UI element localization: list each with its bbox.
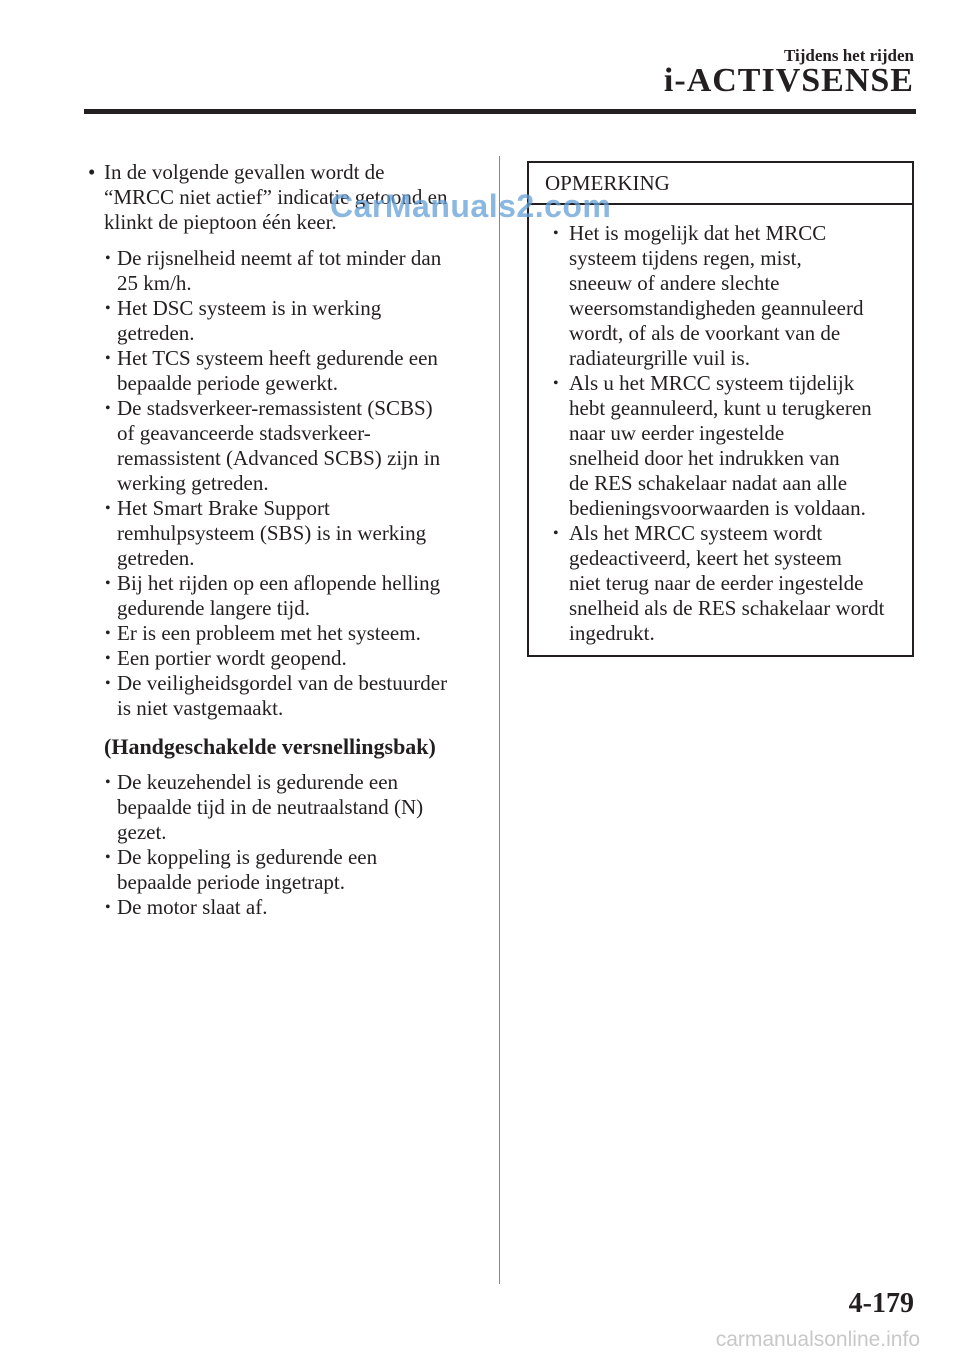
list-item bbox=[84, 496, 484, 571]
list-item-line: gedurende langere tijd. bbox=[117, 596, 310, 620]
note-item-line: wordt, of als de voorkant van de bbox=[569, 321, 841, 345]
note-item-line: ingedrukt. bbox=[569, 621, 655, 645]
note-body bbox=[529, 205, 912, 646]
note-item-line: bedieningsvoorwaarden is voldaan. bbox=[569, 496, 866, 520]
bullet-icon: • bbox=[105, 400, 111, 417]
list-item-line: gezet. bbox=[117, 820, 167, 844]
list-item-line: getreden. bbox=[117, 546, 195, 570]
bullet-icon: • bbox=[105, 650, 111, 667]
list-item bbox=[84, 845, 484, 895]
column-divider bbox=[499, 156, 500, 1284]
note-item-line: Als het MRCC systeem wordt bbox=[569, 521, 823, 545]
note-item bbox=[529, 221, 912, 371]
bullet-icon: • bbox=[88, 160, 96, 184]
bullet-icon: • bbox=[553, 525, 559, 542]
note-item-line: de RES schakelaar nadat aan alle bbox=[569, 471, 848, 495]
list-item-line: remhulpsysteem (SBS) is in werking bbox=[117, 521, 427, 545]
list-item-line: remassistent (Advanced SCBS) zijn in bbox=[117, 446, 441, 470]
list-item-line: Er is een probleem met het systeem. bbox=[117, 621, 421, 645]
condition-list bbox=[84, 246, 484, 721]
list-item-line: De koppeling is gedurende een bbox=[117, 845, 378, 869]
list-item-line: De motor slaat af. bbox=[117, 895, 268, 919]
list-item bbox=[84, 296, 484, 346]
list-item-line: Bij het rijden op een aflopende helling bbox=[117, 571, 441, 595]
list-item bbox=[84, 895, 484, 920]
list-item-line: Het TCS systeem heeft gedurende een bbox=[117, 346, 438, 370]
list-item-line: De veiligheidsgordel van de bestuurder bbox=[117, 671, 448, 695]
list-item-line: De rijsnelheid neemt af tot minder dan bbox=[117, 246, 442, 270]
bullet-icon: • bbox=[105, 774, 111, 791]
note-item-line: gedeactiveerd, keert het systeem bbox=[569, 546, 842, 570]
list-item-line: Het DSC systeem is in werking bbox=[117, 296, 382, 320]
list-item bbox=[84, 646, 484, 671]
bullet-icon: • bbox=[105, 849, 111, 866]
note-item-line: snelheid door het indrukken van bbox=[569, 446, 840, 470]
list-item bbox=[84, 246, 484, 296]
note-item-line: naar uw eerder ingestelde bbox=[569, 421, 785, 445]
list-item-line: bepaalde periode ingetrapt. bbox=[117, 870, 345, 894]
bullet-icon: • bbox=[105, 899, 111, 916]
bullet-icon: • bbox=[553, 375, 559, 392]
list-item-line: is niet vastgemaakt. bbox=[117, 696, 284, 720]
note-box bbox=[527, 161, 914, 657]
list-item-line: bepaalde periode gewerkt. bbox=[117, 371, 338, 395]
footer-watermark: carmanualsonline.info bbox=[715, 1328, 920, 1351]
list-item-line: getreden. bbox=[117, 321, 195, 345]
note-item-line: niet terug naar de eerder ingestelde bbox=[569, 571, 864, 595]
list-item-line: 25 km/h. bbox=[117, 271, 192, 295]
chapter-title: i-ACTIVSENSE bbox=[663, 62, 914, 99]
list-item-line: De stadsverkeer-remassistent (SCBS) bbox=[117, 396, 433, 420]
bullet-icon: • bbox=[105, 250, 111, 267]
note-title: OPMERKING bbox=[529, 163, 912, 205]
list-item bbox=[84, 571, 484, 621]
note-item-line: sneeuw of andere slechte bbox=[569, 271, 780, 295]
list-item bbox=[84, 396, 484, 496]
note-item bbox=[529, 521, 912, 646]
intro-line: klinkt de pieptoon één keer. bbox=[104, 210, 337, 234]
list-item-line: bepaalde tijd in de neutraalstand (N) bbox=[117, 795, 424, 819]
bullet-icon: • bbox=[105, 575, 111, 592]
page-number: 4-179 bbox=[848, 1288, 914, 1319]
bullet-icon: • bbox=[105, 675, 111, 692]
bullet-icon: • bbox=[105, 300, 111, 317]
note-item-line: hebt geannuleerd, kunt u terugkeren bbox=[569, 396, 872, 420]
bullet-icon: • bbox=[553, 225, 559, 242]
note-item-line: Het is mogelijk dat het MRCC bbox=[569, 221, 827, 245]
left-column bbox=[84, 160, 484, 920]
note-item-line: snelheid als de RES schakelaar wordt bbox=[569, 596, 885, 620]
list-item bbox=[84, 621, 484, 646]
bullet-icon: • bbox=[105, 350, 111, 367]
list-item bbox=[84, 770, 484, 845]
list-item-line: of geavanceerde stadsverkeer- bbox=[117, 421, 371, 445]
note-item-line: radiateurgrille vuil is. bbox=[569, 346, 750, 370]
list-item-line: De keuzehendel is gedurende een bbox=[117, 770, 399, 794]
list-item-line: Het Smart Brake Support bbox=[117, 496, 330, 520]
note-item-line: weersomstandigheden geannuleerd bbox=[569, 296, 864, 320]
manual-condition-list bbox=[84, 770, 484, 920]
list-item bbox=[84, 671, 484, 721]
list-item-line: Een portier wordt geopend. bbox=[117, 646, 347, 670]
header-rule bbox=[84, 109, 916, 114]
intro-line: In de volgende gevallen wordt de bbox=[104, 160, 385, 184]
bullet-icon: • bbox=[105, 500, 111, 517]
note-item-line: systeem tijdens regen, mist, bbox=[569, 246, 802, 270]
section-title: Tijdens het rijden bbox=[783, 46, 914, 65]
bullet-icon: • bbox=[105, 625, 111, 642]
intro-line: “MRCC niet actief” indicatie getoond en bbox=[104, 185, 448, 209]
note-item bbox=[529, 371, 912, 521]
list-item-line: werking getreden. bbox=[117, 471, 269, 495]
watermark: CarManuals2.com bbox=[330, 188, 612, 224]
manual-transmission-heading: (Handgeschakelde versnellingsbak) bbox=[104, 734, 436, 759]
list-item bbox=[84, 346, 484, 396]
note-item-line: Als u het MRCC systeem tijdelijk bbox=[569, 371, 855, 395]
